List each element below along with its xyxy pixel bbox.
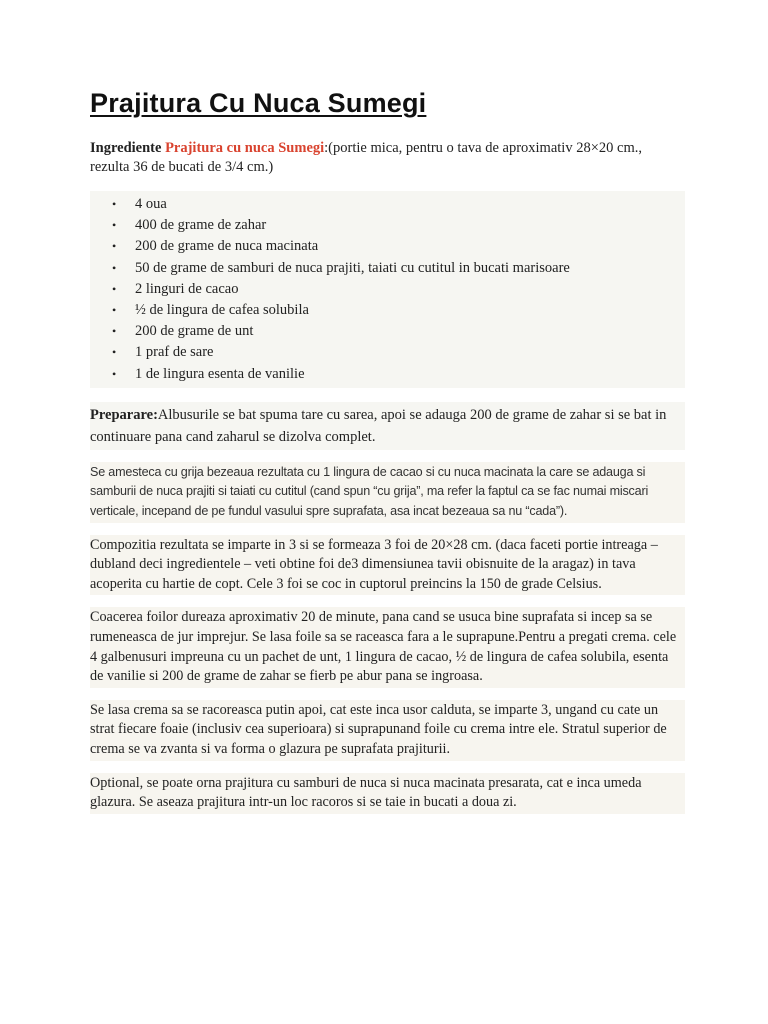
ingredient-text: ½ de lingura de cafea solubila — [135, 302, 309, 319]
bullet-icon: • — [112, 324, 117, 339]
recipe-link[interactable]: Prajitura cu nuca Sumegi — [165, 140, 325, 156]
instruction-paragraph-2: Compozitia rezultata se imparte in 3 si se formeaza 3 foi de 20×28 cm. (daca faceti portie intreaga – dubland deci ingredientele – veti obtine foi de3 dimensiunea tavii obisnuite de la aragaz) in tava acoperita cu hartie de copt. Cele 3 foi se coc in cuptorul preincins la 150 de grade Celsius. — [90, 535, 685, 596]
ingredient-text: 200 de grame de nuca macinata — [135, 238, 319, 255]
bullet-icon: • — [112, 197, 117, 211]
bullet-icon: • — [112, 260, 117, 275]
ingredient-text: 50 de grame de samburi de nuca prajiti, taiati cu cutitul in bucati marisoare — [135, 259, 570, 276]
ingredients-label: Ingrediente — [90, 140, 166, 156]
list-item — [90, 364, 685, 385]
bullet-icon: • — [112, 218, 117, 233]
ingredient-text: 4 oua — [135, 196, 167, 212]
bullet-icon: • — [112, 303, 117, 318]
list-item — [90, 321, 685, 342]
bullet-icon: • — [112, 281, 117, 296]
instruction-paragraph-3: Coacerea foilor dureaza aproximativ 20 de minute, pana cand se usuca bine suprafata si incep sa se rumeneasca de jur imprejur. Se lasa foile sa se raceasca fara a le suprapune.Pentru a pregati crema. cele 4 galbenusuri impreuna cu un pachet de unt, 1 lingura de cacao, ½ de lingura de cafea solubila, esenta de vanilie si 200 de grame de zahar se fierb pe abur pana se ingroasa. — [90, 607, 685, 687]
page-title: Prajitura Cu Nuca Sumegi — [90, 88, 427, 118]
intro-text: :(portie mica, pentru o tava de aproximativ 28×20 cm., rezulta 36 de bucati de 3/4 cm.) — [90, 140, 642, 175]
ingredient-text: 2 linguri de cacao — [135, 280, 239, 297]
preparation-text: Albusurile se bat spuma tare cu sarea, apoi se adauga 200 de grame de zahar si se bat in continuare pana cand zaharul se dizolva complet. — [90, 406, 667, 445]
instruction-paragraph-4: Se lasa crema sa se racoreasca putin apoi, cat este inca usor calduta, se imparte 3, ungand cu cate un strat fiecare foaie (inclusiv cea superioara) si suprapunand foile cu crema intre ele. Stratul superior de crema se va zvanta si va forma o glazura pe suprafata prajiturii. — [90, 700, 685, 761]
instruction-paragraph-1: Se amesteca cu grija bezeaua rezultata cu 1 lingura de cacao si cu nuca macinata la care se adauga si samburii de nuca prajiti si taiati cu cutitul (cand spun “cu grija”, ma refer la faptul ca se fac numai miscari verticale, incepand de pe fundul vasului spre suprafata, asa incat bezeaua sa nu “cada”). — [90, 462, 685, 523]
preparation-paragraph — [90, 402, 685, 450]
document-page — [90, 88, 685, 826]
preparation-label: Preparare: — [90, 406, 158, 423]
list-item — [90, 300, 685, 321]
ingredient-text: 1 praf de sare — [135, 344, 214, 361]
instruction-paragraph-5: Optional, se poate orna prajitura cu samburi de nuca si nuca macinata presarata, cat e inca umeda glazura. Se aseaza prajitura intr-un loc racoros si se taie in bucati a doua zi. — [90, 773, 685, 814]
ingredient-text: 400 de grame de zahar — [135, 217, 267, 234]
list-item — [90, 215, 685, 236]
list-item — [90, 342, 685, 363]
list-item — [90, 194, 685, 215]
bullet-icon: • — [112, 345, 117, 360]
list-item — [90, 258, 685, 279]
list-item — [90, 279, 685, 300]
ingredient-text: 1 de lingura esenta de vanilie — [135, 365, 305, 382]
ingredient-text: 200 de grame de unt — [135, 323, 254, 340]
list-item — [90, 236, 685, 257]
bullet-icon: • — [112, 239, 117, 254]
ingredients-list — [90, 191, 685, 388]
bullet-icon: • — [112, 366, 117, 381]
ingredients-intro — [90, 139, 685, 177]
